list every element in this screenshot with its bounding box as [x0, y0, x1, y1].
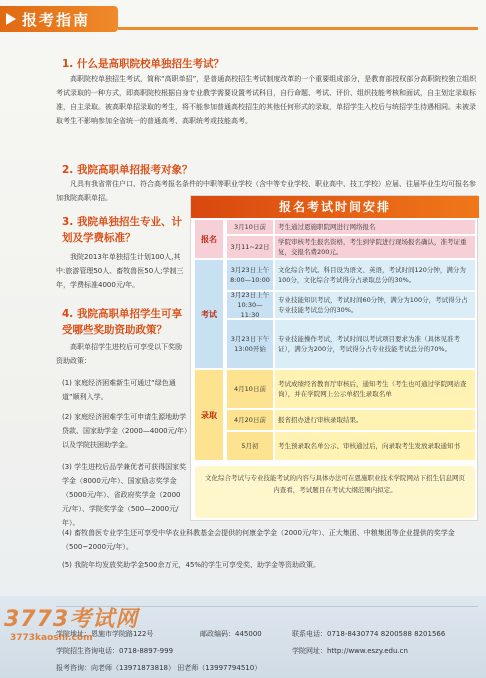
footer-phone2: 学院招生咨询电话：0718-8897-999: [56, 647, 174, 655]
row-date: 3月23日上午10:30—11:30: [227, 292, 273, 318]
footer-phone: 联系电话：0718-8430774 8200588 8201566: [292, 630, 446, 638]
q1-title: 1. 什么是高职院校单独招生考试？: [62, 58, 224, 70]
footer-address: 学院地址：恩施市学院路122号: [56, 630, 154, 638]
row-content: 文化综合考试。科目设为语文、英语，考试时间120分钟，满分为100分，文化综合考试得分占录取总分的30%。: [275, 260, 475, 290]
q1-body: 高职院校单独招生考试，简称“高职单招”，是普通高校招生考试制度改革的一个重要组成部分，是教育部授权部分高职院校独立组织考试录取的一种方式，即高职院校根据自身专业教学需要设置考试科目，自行命题、考试、评价、组织技能考核和面试，自主划定录取标准，自主录取。被高职单招录取的考生，将不能参加普通高校招生的其他任何形式的录取，单招学生入校后与统招学生待遇相同。未被录取考生不影响参加全省统一的普通高考、高职统考或技能高考。: [56, 75, 477, 125]
q2-body: 凡具有我省常住户口、符合高考报名条件的中职等职业学校（含中等专业学校、职业高中、技工学校）应届、往届毕业生均可报名参加我院高职单招。: [56, 180, 476, 202]
schedule-note: 文化综合考试与专业技能考试的内容与具体办法可在恩施职业技术学院网站下招生信息网页内查看，考试题目在考试大纲范围内拟定。: [195, 466, 475, 518]
q4-item2: (2) 家庭经济困难学生可申请生源地助学贷款、国家助学金（2000—4000元/年）以及学院扶困助学金。: [62, 413, 188, 449]
footer-website[interactable]: 学院网址：http://www.eszy.edu.cn: [292, 647, 408, 655]
row-content: 考生通过恩施职院网进行网络报名: [275, 220, 475, 234]
row-content: 报省招办进行审核录取结果。: [275, 410, 475, 430]
row-date: 3月23日上午8:00—10:00: [227, 260, 273, 290]
header-banner: [0, 6, 486, 34]
q4-title: 4. 我院高职单招学生可享受哪些奖助资助政策？: [62, 308, 182, 336]
page-title: 报考指南: [22, 11, 91, 29]
q4-item1: (1) 家庭经济困难新生可通过“绿色通道”顺利入学。: [62, 379, 176, 401]
q4-item3: (3) 学生进校后品学兼优者可获得国家奖学金（8000元/年）、国家励志奖学金（5000元/年）、省政府奖学金（2000元/年）、学院奖学金（500—2000元/年）。: [62, 463, 187, 527]
footer-consult: 报考咨询：向老师（13971873818） 田老师（13997794510）: [56, 664, 262, 672]
watermark-url: 3773kaoshi.com: [10, 633, 93, 643]
row-date: 4月10日前: [227, 370, 273, 408]
row-content: 考试成绩经省教育厅审核后，通知考生（考生也可通过学院网站查询），并在学院网上公示单招生录取名单: [275, 370, 475, 408]
category-exam: 考试: [195, 260, 223, 368]
q3-title: 3. 我院单独招生专业、计划及学费标准？: [62, 216, 182, 244]
watermark-logo: 3773考试网: [4, 607, 139, 632]
q4-item5: (5) 我院年均发放奖助学金500余万元，45%的学生可享受奖、助学金等资助政策。: [62, 561, 321, 569]
footer-postcode: 邮政编码：445000: [200, 630, 262, 638]
row-date: 3月23日下午13:00开始: [227, 320, 273, 368]
category-admit: 录取: [195, 370, 223, 460]
row-date: 3月10日前: [227, 220, 273, 234]
category-signup: 报名: [195, 220, 223, 258]
row-date: 3月11~22日: [227, 236, 273, 258]
row-content: 专业技能操作考试，考试时间以考试项目要求为准（具体见准考证），满分为200分，考试得分占专业技能考试总分的70%。: [275, 320, 475, 368]
row-content: 考生预录取名单公示、审核通过后，向录取考生发放录取通知书: [275, 432, 475, 460]
q4-item4: (4) 畜牧兽医专业学生还可享受中华农业科教基金会提供的何康金学金（2000元/年）、正大集团、中粮集团等企业提供的奖学金（500~2000元/年）。: [62, 529, 455, 551]
row-date: 4月20日前: [227, 410, 273, 430]
row-date: 5月初: [227, 432, 273, 460]
row-content: 专业技能知识考试，考试时间60分钟，满分为100分，考试得分占专业技能考试总分的30%。: [275, 292, 475, 318]
q4-intro: 高职单招学生进校后可享受以下奖励资助政策：: [56, 343, 182, 365]
q2-title: 2. 我院高职单招报考对象？: [62, 164, 193, 176]
row-content: 学院审核考生报名资格，考生到学院进行现场报名确认，准考证重复，交报名费200元。: [275, 236, 475, 258]
header-line: [118, 27, 478, 30]
schedule-table: [190, 195, 478, 521]
q3-body: 我院2013年单独招生计划100人,其中:旅游管理50人、畜牧兽医50人;学制三年，学费标准4000元/年。: [56, 253, 184, 289]
schedule-title: 报名考试时间安排: [191, 196, 479, 218]
